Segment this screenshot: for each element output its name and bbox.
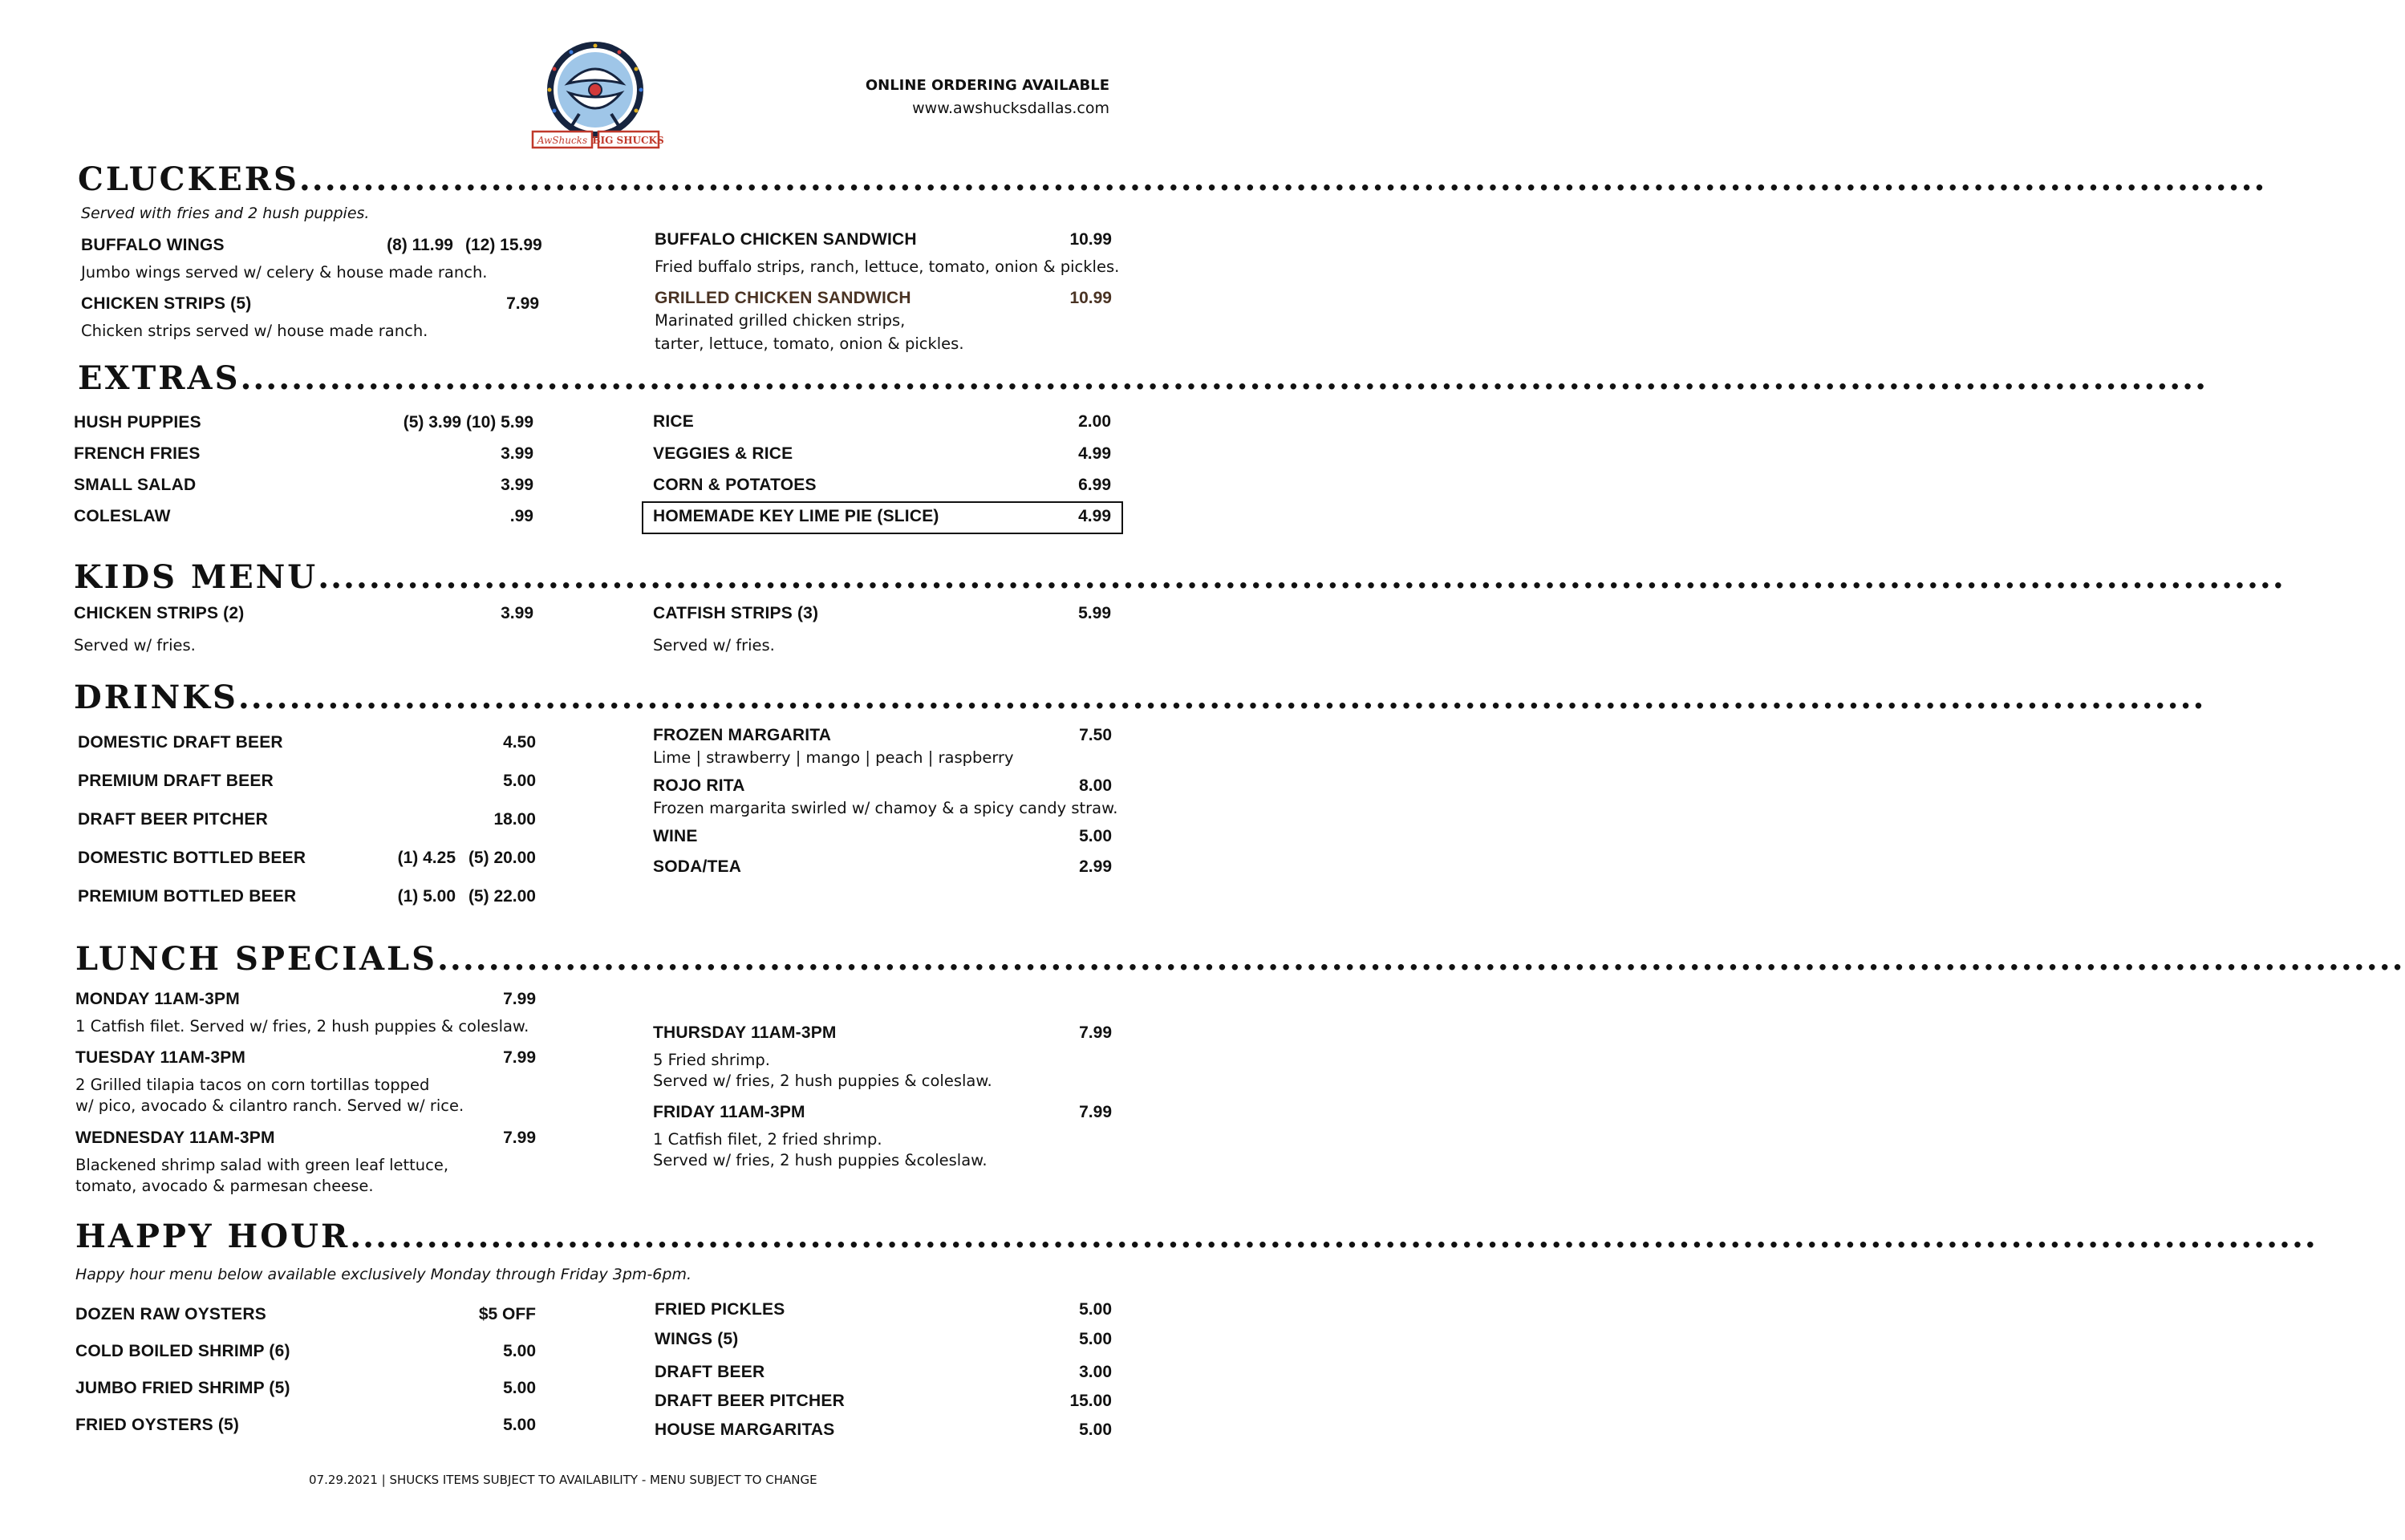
- item-frozen-margarita: FROZEN MARGARITA: [653, 726, 832, 744]
- price-lunch-monday: 7.99: [503, 990, 536, 1008]
- desc-lunch-thursday-1: 5 Fried shrimp.: [653, 1051, 770, 1069]
- item-wine: WINE: [653, 827, 698, 845]
- item-hh-draft-beer: DRAFT BEER: [655, 1363, 765, 1381]
- price-rojo-rita: 8.00: [1079, 776, 1112, 795]
- item-hush-puppies: HUSH PUPPIES: [74, 413, 201, 432]
- item-hh-draft-beer-pitcher: DRAFT BEER PITCHER: [655, 1392, 845, 1410]
- item-corn-potatoes: CORN & POTATOES: [653, 476, 817, 494]
- price-hh-draft-beer: 3.00: [1079, 1363, 1112, 1381]
- item-lunch-monday: MONDAY 11AM-3PM: [75, 990, 240, 1008]
- price-lunch-thursday: 7.99: [1079, 1023, 1112, 1042]
- price-veggies-rice: 4.99: [1078, 444, 1111, 463]
- desc-kids-chicken-strips: Served w/ fries.: [74, 636, 196, 654]
- item-cold-boiled-shrimp: COLD BOILED SHRIMP (6): [75, 1342, 290, 1360]
- section-title-drinks: DRINKS..........................................................................................................................................................: [74, 679, 2206, 716]
- price-lunch-friday: 7.99: [1079, 1103, 1112, 1121]
- item-lunch-wednesday: WEDNESDAY 11AM-3PM: [75, 1129, 275, 1147]
- item-draft-beer-pitcher: DRAFT BEER PITCHER: [78, 810, 268, 829]
- oyster-mascot-icon: [529, 37, 662, 153]
- price-house-margaritas: 5.00: [1079, 1420, 1112, 1439]
- item-buffalo-wings: BUFFALO WINGS: [81, 236, 225, 254]
- desc-lunch-tuesday-2: w/ pico, avocado & cilantro ranch. Served w/ rice.: [75, 1096, 464, 1115]
- price-draft-beer-pitcher: 18.00: [493, 810, 536, 829]
- svg-text:AwShucks: AwShucks: [537, 135, 588, 146]
- item-premium-bottled-beer: PREMIUM BOTTLED BEER: [78, 887, 297, 906]
- item-kids-catfish-strips: CATFISH STRIPS (3): [653, 604, 819, 622]
- desc-lunch-thursday-2: Served w/ fries, 2 hush puppies & coleslaw.: [653, 1072, 992, 1090]
- price-chicken-strips: 7.99: [506, 294, 539, 313]
- section-title-cluckers: CLUCKERS..........................................................................................................................................................: [78, 160, 2267, 198]
- price-corn-potatoes: 6.99: [1078, 476, 1111, 494]
- item-veggies-rice: VEGGIES & RICE: [653, 444, 793, 463]
- item-soda-tea: SODA/TEA: [653, 857, 742, 876]
- item-fried-oysters: FRIED OYSTERS (5): [75, 1416, 240, 1434]
- website-link[interactable]: www.awshucksdallas.com: [912, 99, 1109, 117]
- price-kids-chicken-strips: 3.99: [501, 604, 533, 622]
- price-domestic-bottled-beer-5: (5) 20.00: [468, 849, 536, 867]
- desc-lunch-friday-1: 1 Catfish filet, 2 fried shrimp.: [653, 1130, 882, 1149]
- item-chicken-strips: CHICKEN STRIPS (5): [81, 294, 252, 313]
- price-fried-oysters: 5.00: [503, 1416, 536, 1434]
- price-buffalo-wings-12: (12) 15.99: [465, 236, 542, 254]
- price-soda-tea: 2.99: [1079, 857, 1112, 876]
- price-hh-draft-beer-pitcher: 15.00: [1069, 1392, 1112, 1410]
- svg-text:BIG SHUCKS: BIG SHUCKS: [592, 135, 664, 146]
- logo: [529, 37, 662, 153]
- price-small-salad: 3.99: [501, 476, 533, 494]
- item-buffalo-chicken-sandwich: BUFFALO CHICKEN SANDWICH: [655, 230, 917, 249]
- cluckers-note: Served with fries and 2 hush puppies.: [81, 205, 370, 222]
- online-ordering-label: ONLINE ORDERING AVAILABLE: [865, 77, 1109, 94]
- price-wine: 5.00: [1079, 827, 1112, 845]
- price-buffalo-chicken-sandwich: 10.99: [1069, 230, 1112, 249]
- item-domestic-bottled-beer: DOMESTIC BOTTLED BEER: [78, 849, 306, 867]
- price-grilled-chicken-sandwich: 10.99: [1069, 289, 1112, 307]
- item-lunch-friday: FRIDAY 11AM-3PM: [653, 1103, 805, 1121]
- price-key-lime-pie: 4.99: [1078, 507, 1111, 525]
- price-premium-draft-beer: 5.00: [503, 772, 536, 790]
- price-lunch-wednesday: 7.99: [503, 1129, 536, 1147]
- price-fried-pickles: 5.00: [1079, 1300, 1112, 1319]
- desc-lunch-friday-2: Served w/ fries, 2 hush puppies &coleslaw.: [653, 1151, 988, 1169]
- price-domestic-draft-beer: 4.50: [503, 733, 536, 752]
- item-kids-chicken-strips: CHICKEN STRIPS (2): [74, 604, 245, 622]
- desc-rojo-rita: Frozen margarita swirled w/ chamoy & a spicy candy straw.: [653, 799, 1118, 817]
- price-jumbo-fried-shrimp: 5.00: [503, 1379, 536, 1397]
- happy-hour-note: Happy hour menu below available exclusively Monday through Friday 3pm-6pm.: [75, 1266, 691, 1283]
- item-french-fries: FRENCH FRIES: [74, 444, 201, 463]
- price-dozen-raw-oysters: $5 OFF: [478, 1305, 536, 1323]
- desc-buffalo-chicken-sandwich: Fried buffalo strips, ranch, lettuce, tomato, onion & pickles.: [655, 257, 1120, 276]
- desc-grilled-chicken-sandwich-2: tarter, lettuce, tomato, onion & pickles.: [655, 334, 964, 353]
- item-wings-5: WINGS (5): [655, 1330, 739, 1348]
- section-title-lunch-specials: LUNCH SPECIALS..........................................................................................................................................................: [75, 940, 2405, 978]
- item-premium-draft-beer: PREMIUM DRAFT BEER: [78, 772, 274, 790]
- item-fried-pickles: FRIED PICKLES: [655, 1300, 785, 1319]
- item-small-salad: SMALL SALAD: [74, 476, 197, 494]
- section-title-kids-menu: KIDS MENU..........................................................................................................................................................: [74, 558, 2285, 596]
- section-title-extras: EXTRAS..........................................................................................................................................................: [78, 359, 2208, 397]
- section-title-happy-hour: HAPPY HOUR..........................................................................................................................................................: [75, 1218, 2318, 1255]
- price-kids-catfish-strips: 5.99: [1078, 604, 1111, 622]
- item-rice: RICE: [653, 412, 694, 431]
- desc-lunch-wednesday-2: tomato, avocado & parmesan cheese.: [75, 1177, 374, 1195]
- item-coleslaw: COLESLAW: [74, 507, 171, 525]
- price-rice: 2.00: [1078, 412, 1111, 431]
- item-jumbo-fried-shrimp: JUMBO FRIED SHRIMP (5): [75, 1379, 290, 1397]
- desc-buffalo-wings: Jumbo wings served w/ celery & house made ranch.: [81, 263, 488, 282]
- item-lunch-thursday: THURSDAY 11AM-3PM: [653, 1023, 837, 1042]
- item-lunch-tuesday: TUESDAY 11AM-3PM: [75, 1048, 246, 1067]
- item-grilled-chicken-sandwich: GRILLED CHICKEN SANDWICH: [655, 289, 911, 307]
- desc-frozen-margarita: Lime | strawberry | mango | peach | raspberry: [653, 748, 1014, 767]
- desc-lunch-monday: 1 Catfish filet. Served w/ fries, 2 hush puppies & coleslaw.: [75, 1017, 529, 1035]
- price-french-fries: 3.99: [501, 444, 533, 463]
- item-dozen-raw-oysters: DOZEN RAW OYSTERS: [75, 1305, 266, 1323]
- price-wings-5: 5.00: [1079, 1330, 1112, 1348]
- price-premium-bottled-beer-1: (1) 5.00: [397, 887, 456, 906]
- price-buffalo-wings-8: (8) 11.99: [387, 236, 453, 254]
- desc-lunch-wednesday-1: Blackened shrimp salad with green leaf lettuce,: [75, 1156, 449, 1174]
- item-rojo-rita: ROJO RITA: [653, 776, 745, 795]
- price-frozen-margarita: 7.50: [1079, 726, 1112, 744]
- desc-kids-catfish-strips: Served w/ fries.: [653, 636, 775, 654]
- price-lunch-tuesday: 7.99: [503, 1048, 536, 1067]
- desc-grilled-chicken-sandwich-1: Marinated grilled chicken strips,: [655, 311, 906, 330]
- item-key-lime-pie: HOMEMADE KEY LIME PIE (SLICE): [653, 507, 939, 525]
- desc-lunch-tuesday-1: 2 Grilled tilapia tacos on corn tortillas topped: [75, 1076, 430, 1094]
- price-premium-bottled-beer-5: (5) 22.00: [468, 887, 536, 906]
- desc-chicken-strips: Chicken strips served w/ house made ranch.: [81, 322, 428, 340]
- price-coleslaw: .99: [509, 507, 533, 525]
- price-cold-boiled-shrimp: 5.00: [503, 1342, 536, 1360]
- price-domestic-bottled-beer-1: (1) 4.25: [397, 849, 456, 867]
- footer-disclaimer: 07.29.2021 | SHUCKS ITEMS SUBJECT TO AVAILABILITY - MENU SUBJECT TO CHANGE: [309, 1473, 817, 1487]
- item-domestic-draft-beer: DOMESTIC DRAFT BEER: [78, 733, 283, 752]
- item-house-margaritas: HOUSE MARGARITAS: [655, 1420, 835, 1439]
- price-hush-puppies: (5) 3.99 (10) 5.99: [403, 413, 533, 432]
